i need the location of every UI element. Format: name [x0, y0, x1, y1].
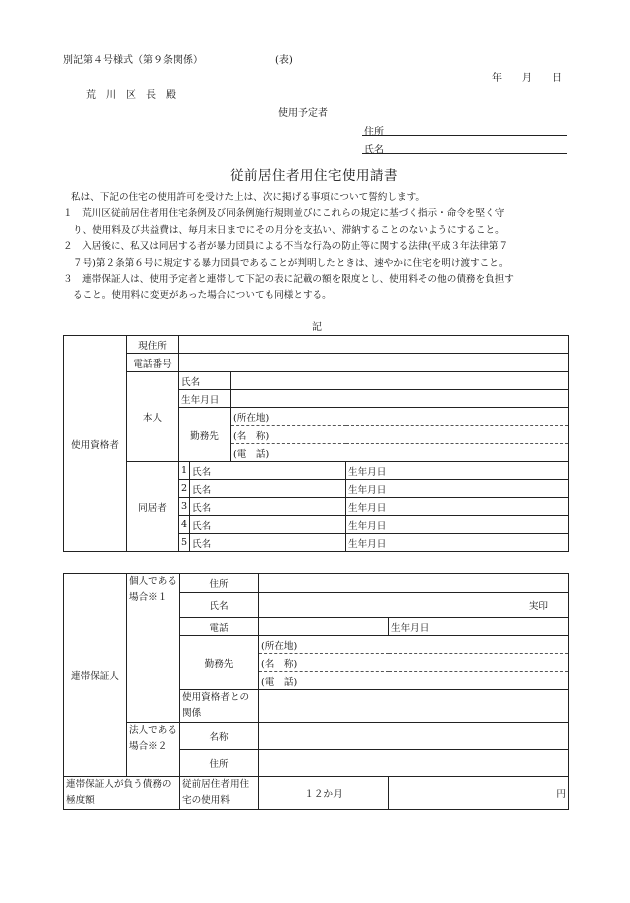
cohabitant-number: 1 — [179, 462, 190, 480]
addressee: 荒 川 区 長 殿 — [86, 90, 176, 101]
cohabitant-birth-label: 生年月日 — [348, 538, 387, 550]
ki-label: 記 — [312, 322, 322, 333]
self-birth-input[interactable] — [231, 390, 569, 408]
cohabitant-number: 3 — [179, 498, 190, 516]
qualified-user-label: 使用資格者 — [64, 336, 127, 552]
guarantor-name-label: 氏名 — [180, 593, 259, 618]
corp-name-input[interactable] — [259, 723, 569, 750]
guarantor-address-label: 住所 — [180, 574, 259, 593]
applicant-name-label: 氏名 — [364, 145, 384, 156]
cohabitant-name-label: 氏名 — [192, 484, 212, 496]
limit-amount-input[interactable] — [389, 777, 569, 810]
date-line: 年 月 日 — [492, 73, 562, 84]
form-side: (表) — [275, 55, 293, 66]
guarantor-workplace-label: 勤務先 — [180, 636, 259, 690]
cohabitant-birth-label: 生年月日 — [348, 502, 387, 514]
cohabitant-birth-label: 生年月日 — [348, 466, 387, 478]
guarantor-work-phone-field[interactable] — [259, 672, 569, 690]
individual-label: 個人である場合※１ — [127, 574, 180, 723]
cohabitant-birth-field[interactable] — [346, 516, 569, 534]
item1-line2: り、使用料及び共益費は、毎月末日までにその月分を支払い、滞納することのないようにすること。 — [73, 224, 505, 236]
workplace-label: 勤務先 — [179, 408, 231, 462]
cohabitant-number: 4 — [179, 516, 190, 534]
corp-name-label: 名称 — [180, 723, 259, 750]
self-name-label: 氏名 — [179, 372, 231, 390]
corp-address-input[interactable] — [259, 750, 569, 777]
cohabitant-label: 同居者 — [127, 462, 179, 552]
guarantor-phone-input[interactable] — [259, 618, 389, 636]
guarantor-birth-label: 生年月日 — [391, 622, 430, 634]
guarantor-work-name-label: (名 称) — [261, 658, 298, 670]
cohabitant-name-label: 氏名 — [192, 538, 212, 550]
seal-label: 実印 — [528, 601, 548, 612]
self-name-input[interactable] — [231, 372, 569, 390]
guarantor-name-input[interactable] — [259, 593, 569, 618]
rent-label: 従前居住者用住宅の使用料 — [180, 777, 259, 810]
applicant-address-label: 住所 — [364, 127, 384, 138]
cohabitant-number: 5 — [179, 534, 190, 552]
pledge-text — [63, 190, 571, 305]
form-number: 別記第４号様式（第９条関係） — [63, 55, 203, 66]
cohabitant-number: 2 — [179, 480, 190, 498]
self-label: 本人 — [127, 372, 179, 462]
cohabitant-name-field[interactable] — [190, 462, 346, 480]
work-location-field[interactable] — [231, 408, 569, 426]
guarantor-birth-field[interactable] — [389, 618, 569, 636]
guarantor-work-location-label: (所在地) — [261, 640, 298, 652]
relation-label: 使用資格者との関係 — [180, 690, 259, 723]
cohabitant-name-label: 氏名 — [192, 466, 212, 478]
guarantor-phone-label: 電話 — [180, 618, 259, 636]
guarantor-address-input[interactable] — [259, 574, 569, 593]
item3-line2: ること。使用料に変更があった場合についても同様とする。 — [73, 290, 332, 302]
cohabitant-name-field[interactable] — [190, 498, 346, 516]
cohabitant-name-label: 氏名 — [192, 502, 212, 514]
limit-label: 連帯保証人が負う債務の極度額 — [64, 777, 180, 810]
phone-label: 電話番号 — [127, 354, 179, 372]
relation-input[interactable] — [259, 690, 569, 723]
item2-line1: ２ 入居後に、私又は同居する者が暴力団員による不当な行為の防止等に関する法律(平成３年法律第７ — [63, 241, 509, 253]
months-label: １２か月 — [259, 777, 389, 810]
self-birth-label: 生年月日 — [179, 390, 231, 408]
cohabitant-birth-label: 生年月日 — [348, 520, 387, 532]
cohabitant-name-field[interactable] — [190, 534, 346, 552]
current-address-label: 現住所 — [127, 336, 179, 354]
work-phone-label: (電 話) — [233, 448, 270, 460]
cohabitant-birth-label: 生年月日 — [348, 484, 387, 496]
current-address-input[interactable] — [179, 336, 569, 354]
guarantor-label: 連帯保証人 — [64, 574, 127, 777]
cohabitant-name-field[interactable] — [190, 480, 346, 498]
cohabitant-name-field[interactable] — [190, 516, 346, 534]
work-phone-field[interactable] — [231, 444, 569, 462]
corp-address-label: 住所 — [180, 750, 259, 777]
work-location-label: (所在地) — [233, 412, 270, 424]
guarantor-work-phone-label: (電 話) — [261, 676, 298, 688]
cohabitant-birth-field[interactable] — [346, 534, 569, 552]
applicant-name-line[interactable] — [362, 153, 567, 154]
yen-label: 円 — [556, 789, 566, 800]
corporate-label: 法人である場合※２ — [127, 723, 180, 777]
guarantor-table — [63, 573, 569, 810]
qualified-user-table — [63, 335, 569, 552]
cohabitant-birth-field[interactable] — [346, 480, 569, 498]
work-name-label: (名 称) — [233, 430, 270, 442]
intro-line: 私は、下記の住宅の使用許可を受けた上は、次に掲げる事項について誓約します。 — [71, 192, 426, 203]
cohabitant-name-label: 氏名 — [192, 520, 212, 532]
cohabitant-birth-field[interactable] — [346, 462, 569, 480]
phone-input[interactable] — [179, 354, 569, 372]
applicant-address-line[interactable] — [362, 135, 567, 136]
applicant-heading: 使用予定者 — [278, 108, 328, 119]
guarantor-work-location-field[interactable] — [259, 636, 569, 654]
cohabitant-birth-field[interactable] — [346, 498, 569, 516]
work-name-field[interactable] — [231, 426, 569, 444]
item3-line1: ３ 連帯保証人は、使用予定者と連帯して下記の表に記載の額を限度とし、使用料その他の債務を負担す — [63, 274, 514, 286]
guarantor-work-name-field[interactable] — [259, 654, 569, 672]
page-title: 従前居住者用住宅使用請書 — [230, 168, 398, 184]
item1-line1: １ 荒川区従前居住者用住宅条例及び同条例施行規則並びにこれらの規定に基づく指示・命令を堅く守 — [63, 208, 505, 220]
item2-line2: ７号)第２条第６号に規定する暴力団員であることが判明したときは、速やかに住宅を明け渡すこと。 — [73, 257, 509, 269]
